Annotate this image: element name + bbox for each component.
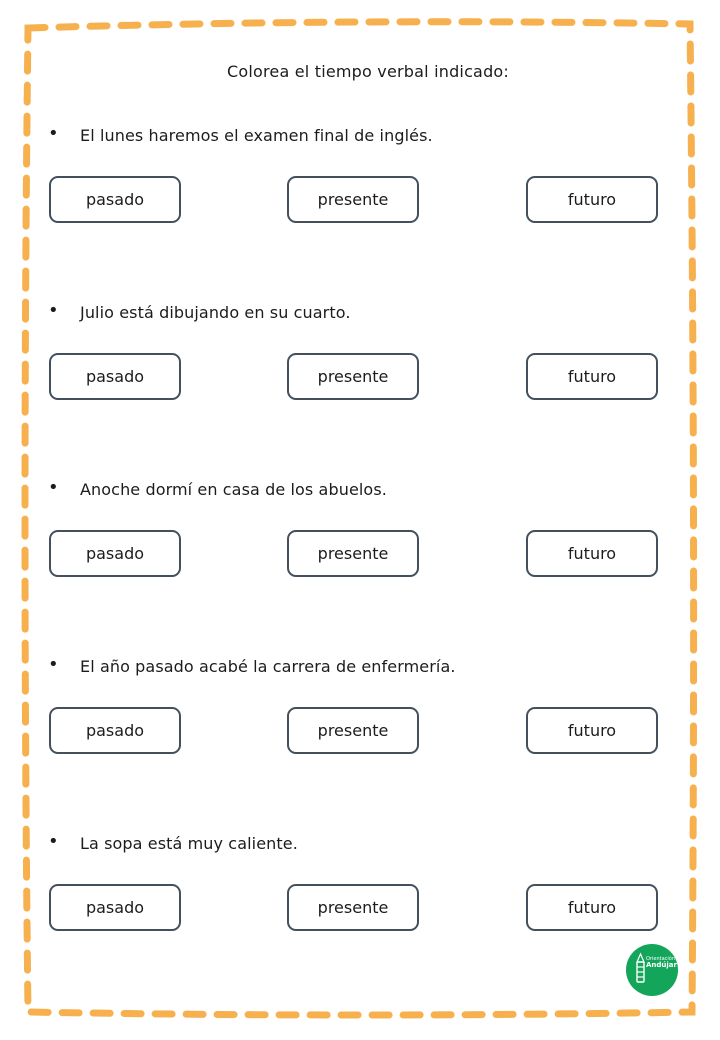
option-presente-box[interactable]: presente	[287, 707, 419, 754]
option-futuro-box[interactable]: futuro	[526, 884, 658, 931]
option-presente-box[interactable]: presente	[287, 530, 419, 577]
bullet-point: •	[48, 831, 59, 852]
option-presente-box[interactable]: presente	[287, 353, 419, 400]
option-pasado-box[interactable]: pasado	[49, 353, 181, 400]
option-pasado-box[interactable]: pasado	[49, 530, 181, 577]
option-presente-box[interactable]: presente	[287, 176, 419, 223]
option-pasado-box[interactable]: pasado	[49, 176, 181, 223]
exercise-item	[0, 124, 720, 244]
bullet-point: •	[48, 300, 59, 321]
exercise-item	[0, 478, 720, 598]
option-futuro-box[interactable]: futuro	[526, 707, 658, 754]
option-presente-box[interactable]: presente	[287, 884, 419, 931]
exercise-sentence: La sopa está muy caliente.	[80, 834, 298, 853]
exercise-sentence: Anoche dormí en casa de los abuelos.	[80, 480, 387, 499]
logo-line1: Orientación	[646, 956, 676, 962]
option-pasado-box[interactable]: pasado	[49, 884, 181, 931]
option-futuro-box[interactable]: futuro	[526, 353, 658, 400]
page-title: Colorea el tiempo verbal indicado:	[226, 62, 510, 81]
exercise-sentence: El año pasado acabé la carrera de enfermería.	[80, 657, 456, 676]
exercise-sentence: El lunes haremos el examen final de inglés.	[80, 126, 433, 145]
option-futuro-box[interactable]: futuro	[526, 530, 658, 577]
exercise-item	[0, 832, 720, 952]
option-futuro-box[interactable]: futuro	[526, 176, 658, 223]
exercise-item	[0, 301, 720, 421]
option-pasado-box[interactable]: pasado	[49, 707, 181, 754]
bullet-point: •	[48, 477, 59, 498]
pencil-logo-icon	[626, 944, 678, 996]
bullet-point: •	[48, 654, 59, 675]
bullet-point: •	[48, 123, 59, 144]
exercise-item	[0, 655, 720, 775]
exercise-sentence: Julio está dibujando en su cuarto.	[80, 303, 351, 322]
logo-line2: Andújar	[646, 961, 677, 969]
